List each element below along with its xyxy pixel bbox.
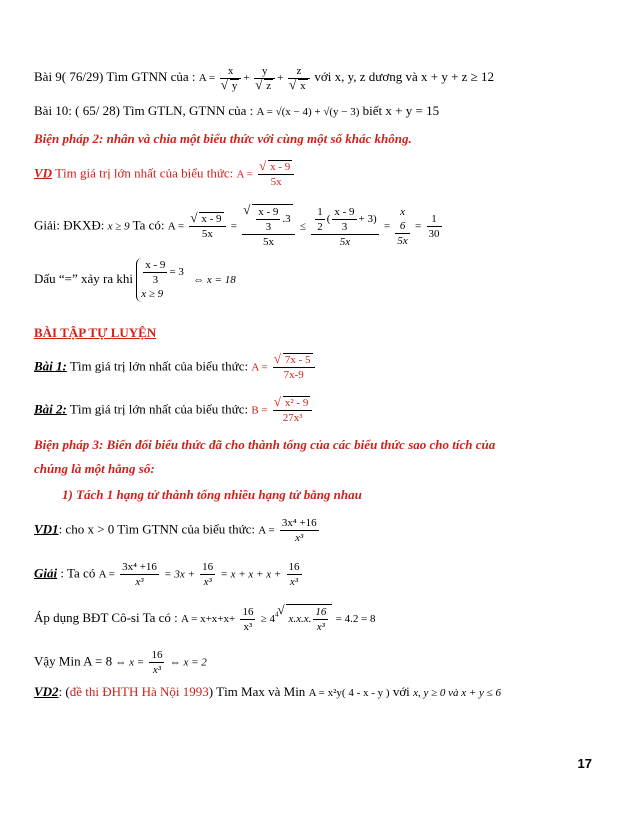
bai10-line <box>34 103 439 119</box>
dau-text: Dấu “=” xảy ra khi <box>34 270 134 286</box>
bai1-line: Bài 1: Tìm giá trị lớn nhất của biểu thức: A = √ $\frac{7x - 5}{7x-9}$ <box>34 353 317 382</box>
giai2-label: Giải <box>34 565 58 581</box>
bai9-line <box>34 64 494 93</box>
baitap-heading: BÀI TẬP TỰ LUYỆN <box>34 325 157 340</box>
page-number: 17 <box>577 756 592 771</box>
bai9-condition: với x, y, z dương và x + y + z ≥ 12 <box>314 69 495 85</box>
bai9-formula: A = x √ y + y √ z + z √ x <box>199 72 315 84</box>
dau-system: $\frac{x - 9}{3}$ = 3 x ≥ 9 <box>136 258 184 302</box>
bienphap3-line1: Biện pháp 3: Biến đổi biểu thức đã cho thành tổng của các biểu thức sao cho tích của <box>34 437 496 452</box>
bienphap2-heading: Biện pháp 2: nhân và chia một biểu thức với cùng một số khác không. <box>34 131 412 146</box>
bai1-label: Bài 1: <box>34 358 67 374</box>
bai10-condition: biết x + y = 15 <box>362 103 440 118</box>
vd1-line: VD1: cho x > 0 Tìm GTNN của biểu thức: A = $\frac{\text{3x⁴ +16}}{\text{x³}}$ <box>34 517 317 544</box>
bai10-formula: A = √(x − 4) + √(y − 3) <box>256 106 360 118</box>
bai9-text: Bài 9( 76/29) Tìm GTNN của : <box>34 69 196 85</box>
bai10-text: Bài 10: ( 65/ 28) Tìm GTLN, GTNN của : <box>34 103 254 118</box>
vd-fraction: √ $\frac{x - 9}{5x}$ <box>258 160 294 189</box>
giai1-text: Giải: ĐKXĐ: <box>34 217 105 233</box>
dau-line: Dấu “=” xảy ra khi $\frac{x - 9}{3}$ = 3 x ≥ 9 ⇔ x = 18 <box>34 259 236 300</box>
vaymin-line: Vậy Min A = 8 ⇔ x = $\frac{16}{\text{x³}}$ ⇔ x = 2 <box>34 649 207 676</box>
vd2-line: VD2: (đề thi ĐHTH Hà Nội 1993) Tìm Max và Min A = x²y( 4 - x - y ) với x, y ≥ 0 và x + y ≤ 6 <box>34 684 501 699</box>
vd2-source: đề thi ĐHTH Hà Nội 1993 <box>69 684 209 699</box>
apdung-line: Áp dụng BĐT Cô-si Ta có : A = x+x+x+ $\frac{16}{\text{x³}}$ ≥ $4^4√$ x.x.x. $\frac{16}{\text{x³}}$ = 4.2 = 8 <box>34 604 376 634</box>
tach-heading: 1) Tách 1 hạng tử thành tổng nhiều hạng tử bằng nhau <box>62 487 362 502</box>
vd-line: VD Tìm giá trị lớn nhất của biểu thức: A = √ $\frac{x - 9}{5x}$ <box>34 160 296 189</box>
bienphap3-line2: chúng là một hằng số: <box>34 461 155 476</box>
bai2-line: Bài 2: Tìm giá trị lớn nhất của biểu thức: B = √ $\frac{\text{x² - 9}}{\text{27x³}}$ <box>34 396 314 425</box>
vd-label: VD <box>34 165 53 181</box>
giai1-line: Giải: ĐKXĐ: x ≥ 9 Ta có: A = √ $\frac{x - 9}{5x}$ = √ $\frac{x - 9}{3}$ .3 5x ≤ $\frac{1}{2}$ ( $\frac{x - 9}{3}$ + 3) 5x = x 6 5x = $\frac{1}{30}$ <box>34 204 444 249</box>
bai2-label: Bài 2: <box>34 401 67 417</box>
vd-text: Tìm giá trị lớn nhất của biểu thức: <box>55 165 234 181</box>
vd1-label: VD1 <box>34 521 59 537</box>
vd2-label: VD2 <box>34 684 59 699</box>
giai2-line: Giải : Ta có A = $\frac{\text{3x⁴ +16}}{\text{x³}}$ = 3x + $\frac{16}{\text{x³}}$ = x + x + x + $\frac{16}{\text{x³}}$ <box>34 561 300 588</box>
